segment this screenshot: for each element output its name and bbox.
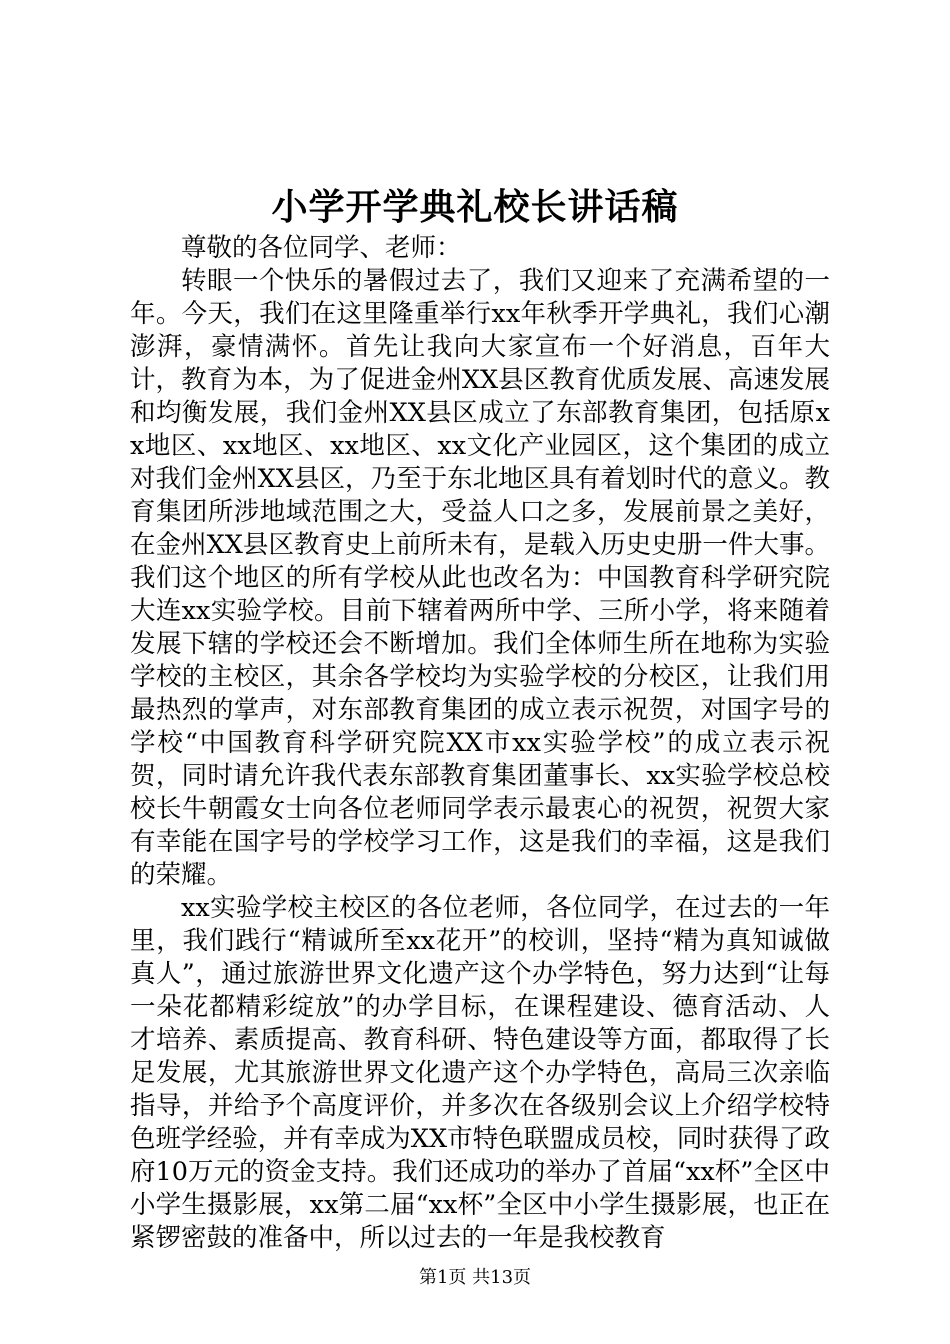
document-body bbox=[130, 232, 830, 1255]
salutation: 尊敬的各位同学、老师： bbox=[181, 233, 462, 263]
page-title: 小学开学典礼校长讲话稿 bbox=[271, 186, 679, 228]
paragraph: xx实验学校主校区的各位老师，各位同学，在过去的一年里，我们践行“精诚所至xx花开”的校训，坚持“精为真知诚做真人”，通过旅游世界文化遗产这个办学特色，努力达到“让每一朵花都精彩绽放”的办学目标，在课程建设、德育活动、人才培养、素质提高、教育科研、特色建设等方面，都取得了长足发展，尤其旅游世界文化遗产这个办学特色，高局三次亲临指导，并给予个高度评价，并多次在各级别会议上介绍学校特色班学经验，并有幸成为XX市特色联盟成员校，同时获得了政府10万元的资金支持。我们还成功的举办了首届“xx杯”全区中小学生摄影展，xx第二届“xx杯”全区中小学生摄影展，也正在紧锣密鼓的准备中，所以过去的一年是我校教育 bbox=[130, 893, 830, 1253]
paragraph: 转眼一个快乐的暑假过去了，我们又迎来了充满希望的一年。今天，我们在这里隆重举行xx年秋季开学典礼，我们心潮澎湃，豪情满怀。首先让我向大家宣布一个好消息，百年大计，教育为本，为了促进金州XX县区教育优质发展、高速发展和均衡发展，我们金州XX县区成立了东部教育集团，包括原xx地区、xx地区、xx地区、xx文化产业园区，这个集团的成立对我们金州XX县区，乃至于东北地区具有着划时代的意义。教育集团所涉地域范围之大，受益人口之多，发展前景之美好，在金州XX县区教育史上前所未有，是载入历史史册一件大事。我们这个地区的所有学校从此也改名为：中国教育科学研究院大连xx实验学校。目前下辖着两所中学、三所小学，将来随着发展下辖的学校还会不断增加。我们全体师生所在地称为实验学校的主校区，其余各学校均为实验学校的分校区，让我们用最热烈的掌声，对东部教育集团的成立表示祝贺，对国字号的学校“中国教育科学研究院XX市xx实验学校”的成立表示祝贺，同时请允许我代表东部教育集团董事长、xx实验学校总校校长牛朝霞女士向各位老师同学表示最衷心的祝贺，祝贺大家有幸能在国字号的学校学习工作，这是我们的幸福，这是我们的荣耀。 bbox=[130, 266, 830, 890]
page-number-footer: 第1页 共13页 bbox=[418, 1267, 532, 1288]
